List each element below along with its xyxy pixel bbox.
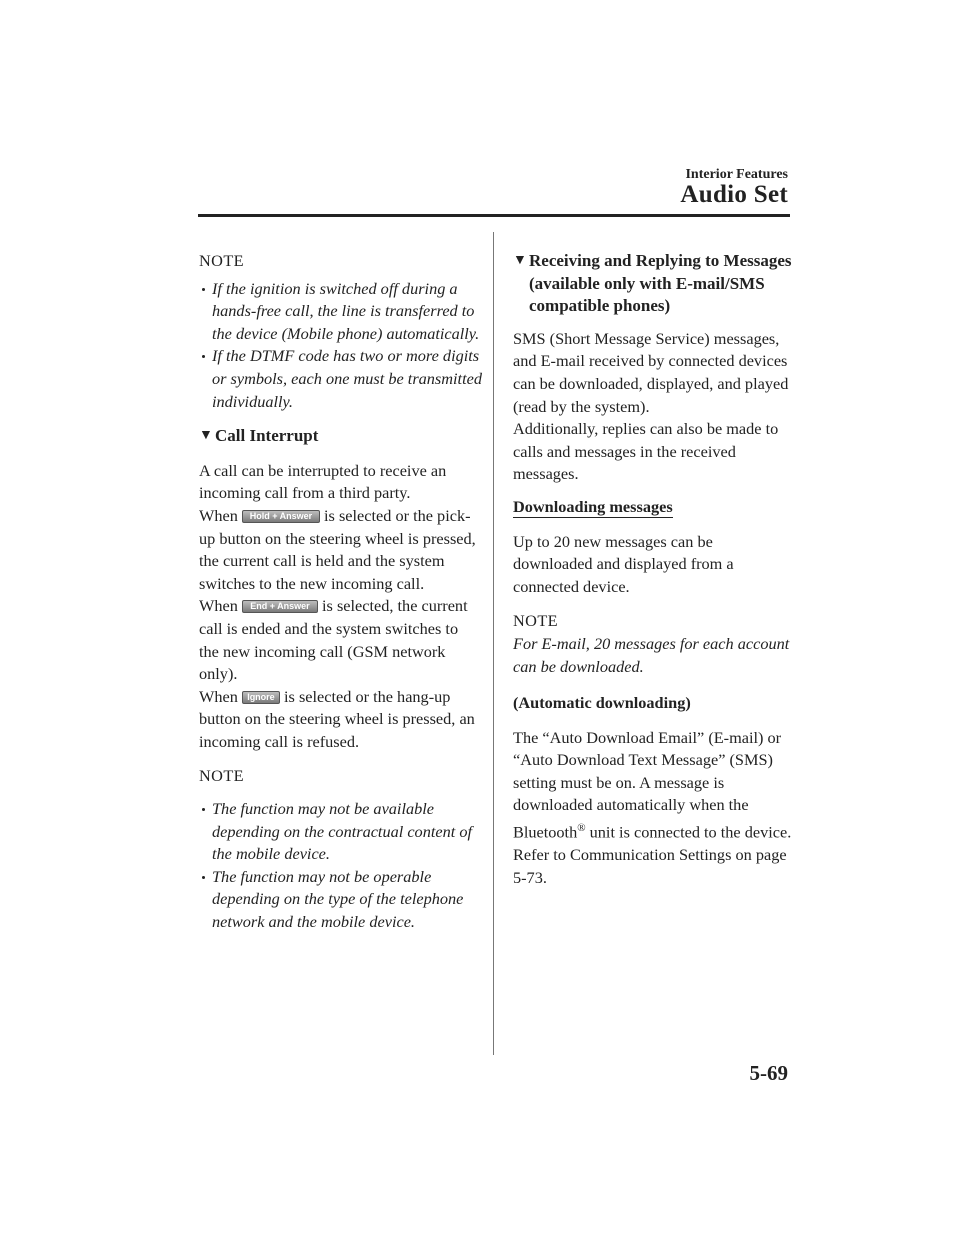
section-heading-call-interrupt: ▼ Call Interrupt	[199, 425, 482, 448]
left-column	[199, 250, 482, 934]
paragraph: When Hold + Answer is selected or the pick-up button on the steering wheel is pressed, the current call is held and the system switches to the new incoming call.	[199, 505, 476, 593]
end-answer-button: End + Answer	[242, 600, 318, 613]
note-item: If the ignition is switched off during a hands-free call, the line is transferred to the device (Mobile phone) automatically.	[199, 278, 482, 346]
paragraph: Additionally, replies can also be made to calls and messages in the received messages.	[513, 419, 779, 484]
note-item: The function may not be operable depending on the type of the telephone network and the mobile device.	[199, 866, 482, 934]
note-label: NOTE	[199, 251, 245, 270]
bullet-icon	[202, 288, 205, 291]
note-label: NOTE	[513, 611, 559, 631]
bullet-icon	[202, 808, 205, 811]
hold-answer-button: Hold + Answer	[242, 510, 320, 523]
paragraph: The “Auto Download Email” (E-mail) or “Auto Download Text Message” (SMS) setting must be on. A message is downloaded automatically when the Bluetooth® unit is connected to the device. Refer to Communication Settings on page 5-73.	[513, 727, 792, 887]
paragraph: Up to 20 new messages can be downloaded and displayed from a connected device.	[513, 531, 734, 596]
header-rule	[198, 214, 790, 217]
registered-mark: ®	[577, 822, 586, 835]
subheading-automatic: (Automatic downloading)	[513, 693, 691, 713]
bullet-icon	[202, 876, 205, 879]
note-item: The function may not be available depending on the contractual content of the mobile device.	[199, 798, 482, 866]
header-title: Audio Set	[680, 181, 788, 208]
ignore-button: Ignore	[242, 691, 280, 704]
section-heading-messages: ▼ Receiving and Replying to Messages (available only with E-mail/SMS compatible phones)	[513, 251, 792, 316]
note-item: If the DTMF code has two or more digits or symbols, each one must be transmitted individually.	[199, 345, 482, 413]
paragraph: SMS (Short Message Service) messages, and E-mail received by connected devices can be downloaded, displayed, and played (read by the system).	[513, 328, 789, 416]
right-column	[513, 250, 793, 889]
header-section-label: Interior Features	[685, 167, 788, 182]
paragraph: When Ignore is selected or the hang-up button on the steering wheel is pressed, an incoming call is refused.	[199, 686, 475, 751]
page-number: 5-69	[749, 1061, 788, 1085]
note-list	[199, 798, 482, 934]
paragraph: A call can be interrupted to receive an incoming call from a third party.	[199, 460, 447, 503]
column-divider	[493, 232, 494, 1055]
note-list	[199, 278, 482, 414]
note-text: For E-mail, 20 messages for each account can be downloaded.	[513, 633, 790, 676]
bullet-icon	[202, 355, 205, 358]
paragraph: When End + Answer is selected, the current call is ended and the system switches to the new incoming call (GSM network only).	[199, 596, 468, 684]
note-label: NOTE	[199, 766, 245, 786]
subheading-downloading: Downloading messages	[513, 496, 673, 516]
triangle-down-icon: ▼	[199, 428, 213, 444]
triangle-down-icon: ▼	[513, 253, 527, 268]
